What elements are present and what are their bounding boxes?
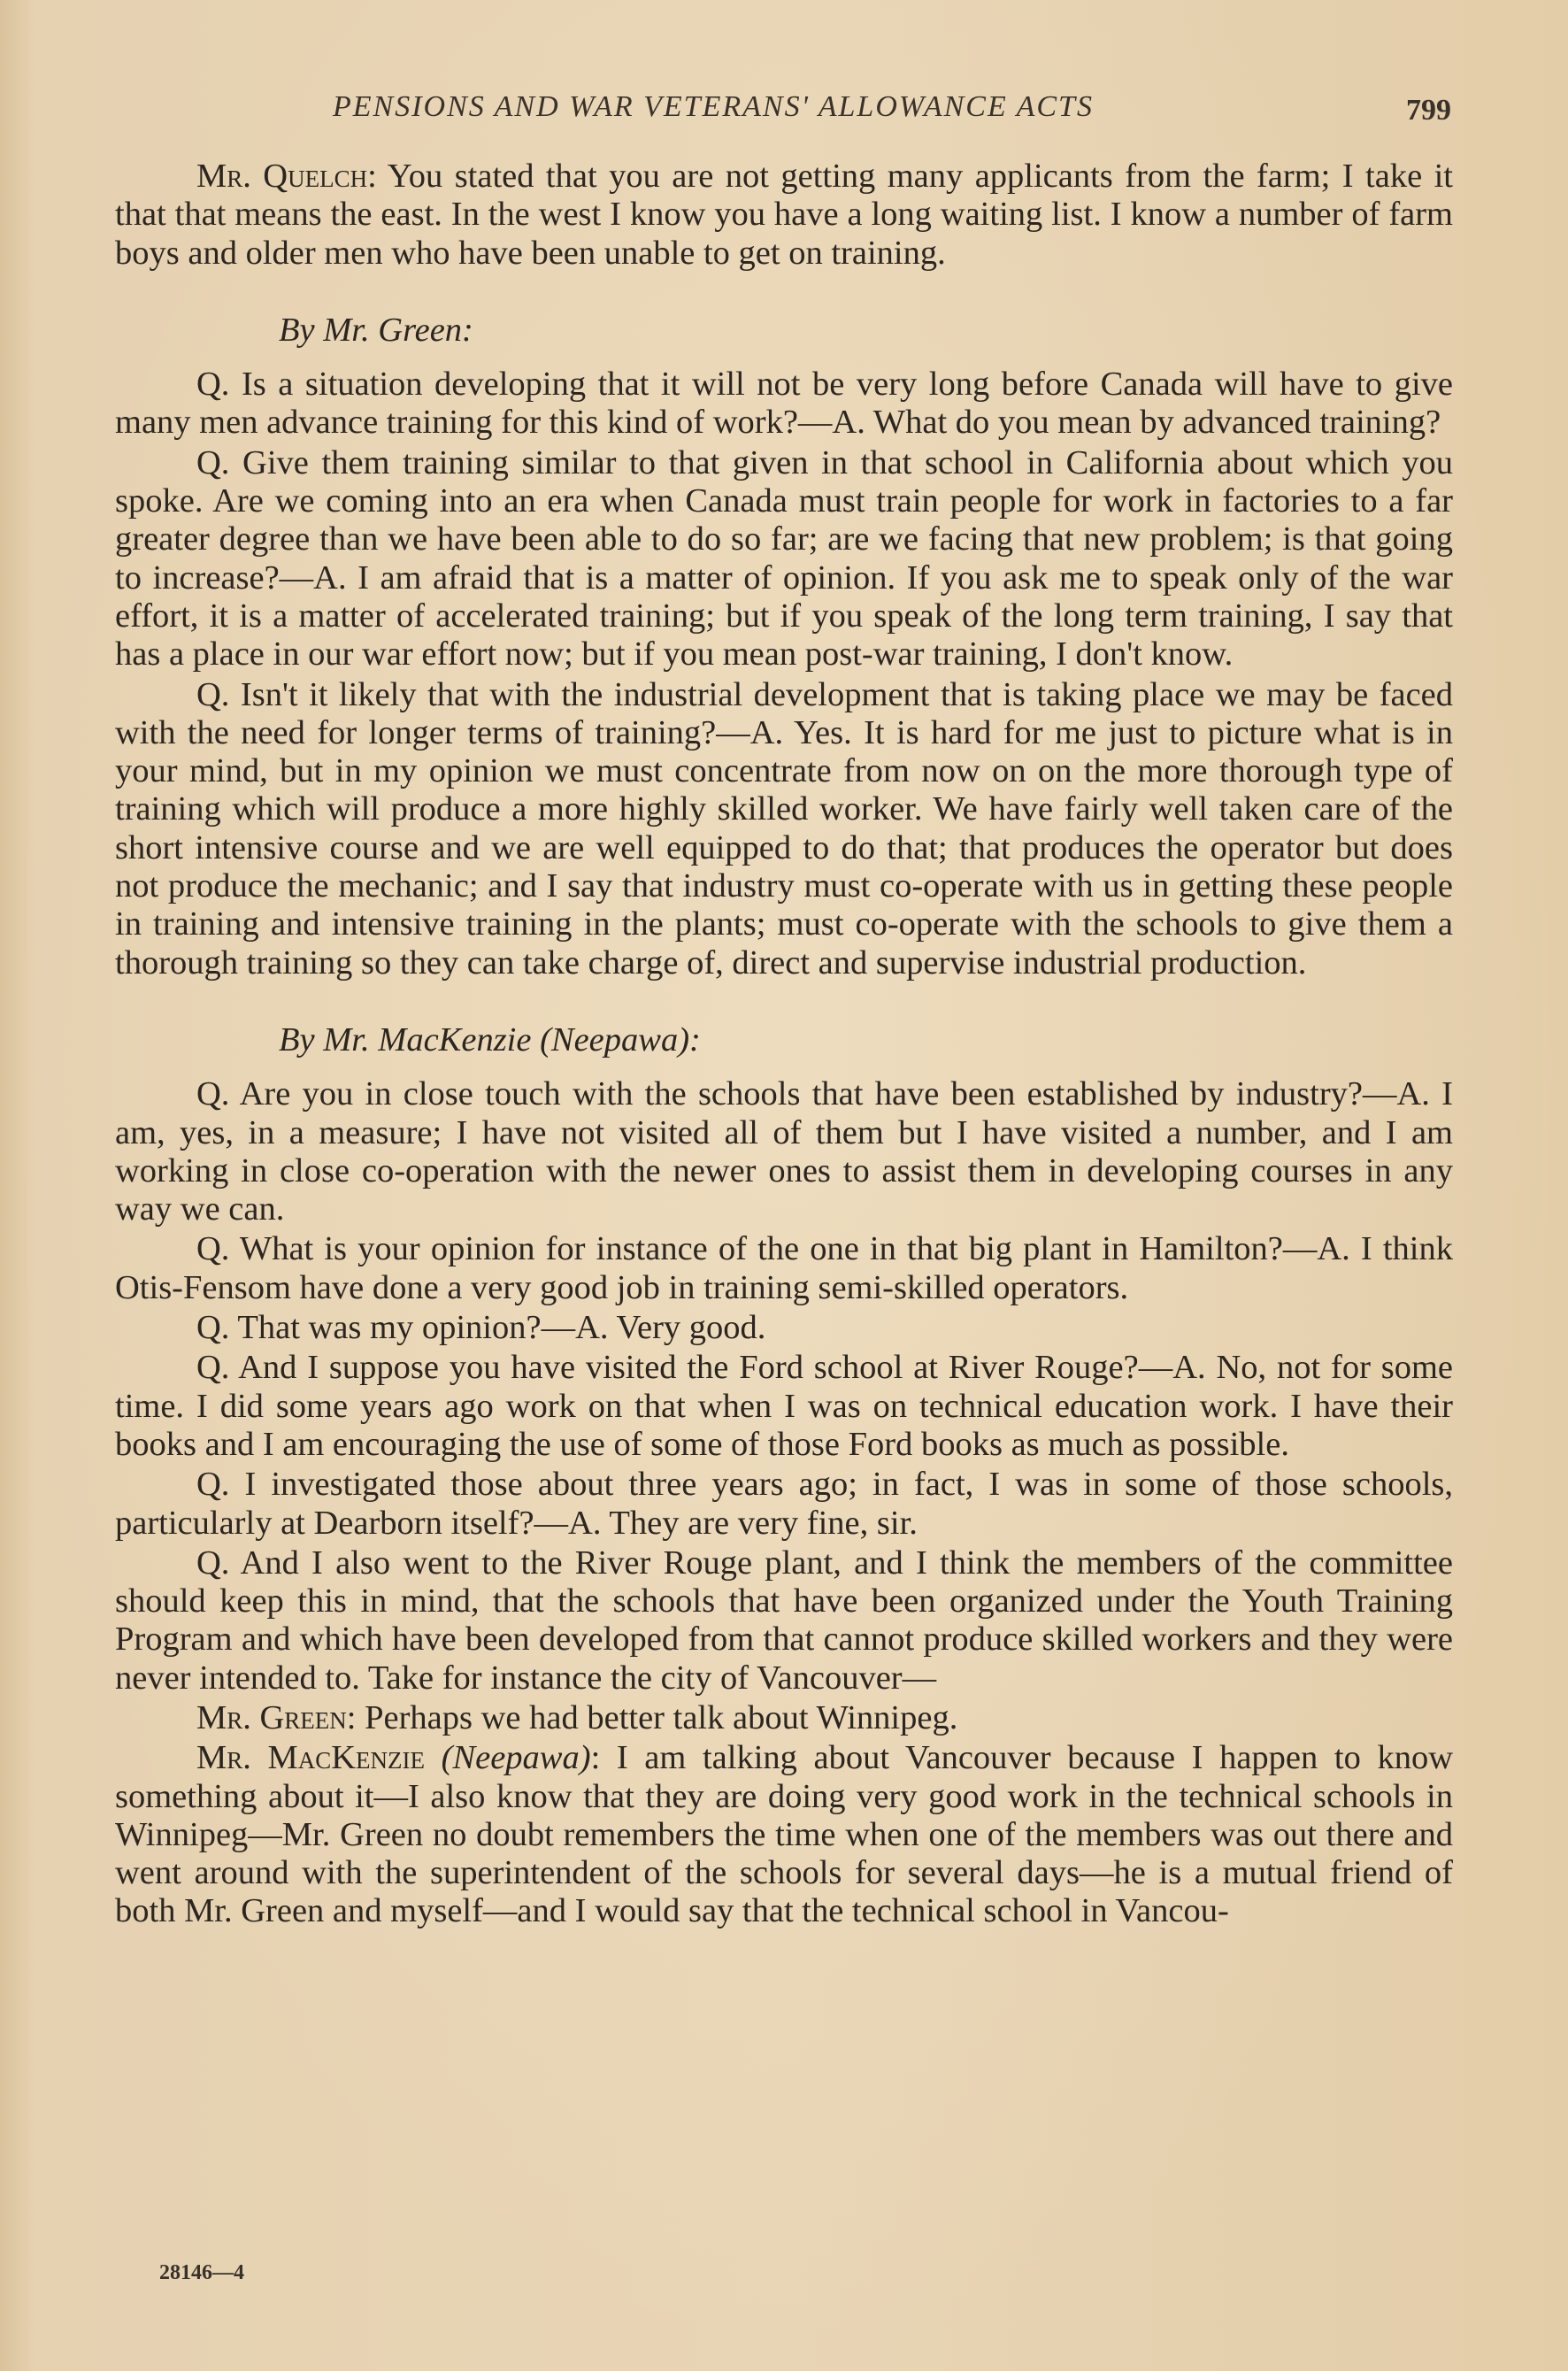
question-paragraph: Q. Give them training similar to that given in that school in California about which you spoke. Are we coming into an era when Canada must train people for work in factories to a far greater degree than we have been able to do so far; are we facing that new problem; is that going to increase?—A. I am afraid that is a matter of opinion. If you ask me to speak only of the war effort, it is a matter of accelerated training; but if you speak of the long term training, I say that has a place in our war effort now; but if you mean post-war training, I don't know. xyxy=(115,443,1453,674)
speaker-mackenzie: Mr. MacKenzie xyxy=(196,1739,425,1777)
examiner-heading-mackenzie: By Mr. MacKenzie (Neepawa): xyxy=(279,1020,701,1058)
question-paragraph: Q. Is a situation developing that it will not be very long before Canada will have to give many men advance training for this kind of work?—A. What do you mean by advanced training? xyxy=(115,366,1453,442)
page-header xyxy=(124,90,1451,143)
signature-mark: 28146—4 xyxy=(159,2261,244,2284)
speaker-green: Mr. Green: xyxy=(196,1698,357,1736)
paragraph-green-text: Perhaps we had better talk about Winnipeg. xyxy=(356,1698,958,1736)
body-text xyxy=(115,158,1453,1931)
question-paragraph: Q. Are you in close touch with the schools that have been established by industry?—A. I am, yes, in a measure; I have not visited all of them but I have visited a number, and I am working in close co-operation with the newer ones to assist them in developing courses in any way we can. xyxy=(115,1075,1453,1228)
question-paragraph: Q. Isn't it likely that with the industrial development that is taking place we may be faced with the need for longer terms of training?—A. Yes. It is hard for me just to picture what is in your mind, but in my opinion we must concentrate from now on on the more thorough type of training which will produce a more highly skilled worker. We have fairly well taken care of the short intensive course and we are well equipped to do that; that produces the operator but does not produce the mechanic; and I say that industry must co-operate with us in getting these people in training and intensive training in the plants; must co-operate with the schools to give them a thorough training so they can take charge of, direct and supervise industrial production. xyxy=(115,675,1453,982)
speaker-riding: (Neepawa) xyxy=(441,1739,591,1777)
paragraph-green xyxy=(115,1699,1453,1737)
question-paragraph: Q. What is your opinion for instance of the one in that big plant in Hamilton?—A. I think Otis-Fensom have done a very good job in training semi-skilled operators. xyxy=(115,1230,1453,1306)
paragraph-quelch xyxy=(115,158,1453,273)
paragraph-mackenzie-text: : I am talking about Vancouver because I happen to know something about it—I also know that they are doing very good work in the technical schools in Winnipeg—Mr. Green no doubt remembers the time when one of the members was out there and went around with the superintendent of the schools for several days—he is a mutual friend of both Mr. Green and myself—and I would say that the technical school in Vancou- xyxy=(115,1739,1453,1930)
speaker-quelch: Mr. Quelch: xyxy=(196,158,377,195)
question-paragraph: Q. And I suppose you have visited the Ford school at River Rouge?—A. No, not for some time. I did some years ago work on that when I was on technical education work. I have their books and I am encouraging the use of some of those Ford books as much as possible. xyxy=(115,1349,1453,1463)
question-paragraph: Q. That was my opinion?—A. Very good. xyxy=(196,1309,766,1347)
question-paragraph: Q. And I also went to the River Rouge plant, and I think the members of the committee should keep this in mind, that the schools that have been organized under the Youth Training Program and which have been developed from that cannot produce skilled workers and they were never intended to. Take for instance the city of Vancouver— xyxy=(115,1543,1453,1697)
examiner-heading-green: By Mr. Green: xyxy=(279,311,473,349)
running-head: PENSIONS AND WAR VETERANS' ALLOWANCE ACTS xyxy=(333,90,1094,123)
question-paragraph: Q. I investigated those about three years ago; in fact, I was in some of those schools, particularly at Dearborn itself?—A. They are very fine, sir. xyxy=(115,1466,1453,1542)
paragraph-quelch-text: You stated that you are not getting many applicants from the farm; I take it that that means the east. In the west I know you have a long waiting list. I know a number of farm boys and older men who have been unable to get on training. xyxy=(115,158,1453,272)
paragraph-mackenzie xyxy=(115,1739,1453,1930)
page-number: 799 xyxy=(1406,94,1451,127)
